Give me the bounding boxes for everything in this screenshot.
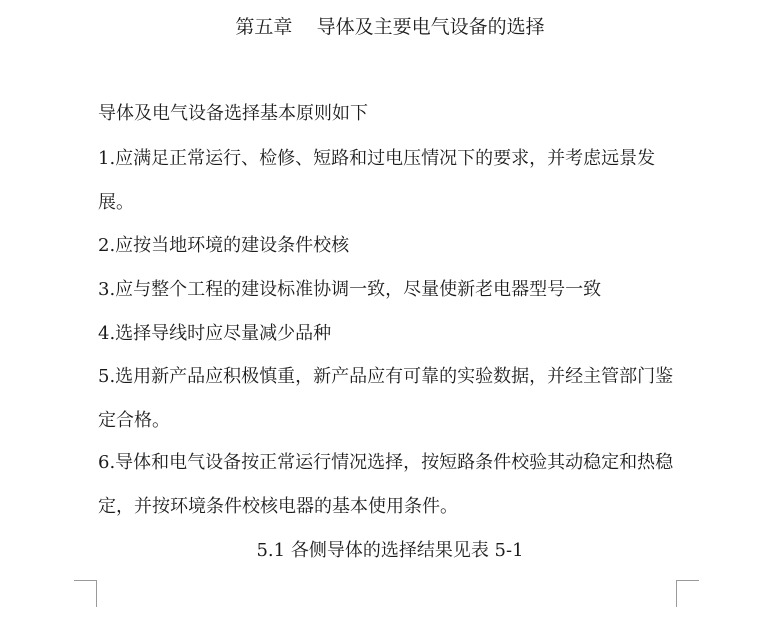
list-item: 2.应按当地环境的建设条件校核 bbox=[98, 235, 350, 256]
list-item: 1.应满足正常运行、检修、短路和过电压情况下的要求，并考虑远景发展。 bbox=[98, 148, 656, 213]
list-item: 6.导体和电气设备按正常运行情况选择，按短路条件校验其动稳定和热稳定，并按环境条件校核电器的基本使用条件。 bbox=[98, 452, 674, 517]
list-item: 3.应与整个工程的建设标准协调一致，尽量使新老电器型号一致 bbox=[98, 279, 602, 300]
page-corner-mark-right bbox=[676, 580, 699, 607]
list-item: 5.选用新产品应积极慎重，新产品应有可靠的实验数据，并经主管部门鉴定合格。 bbox=[98, 366, 674, 431]
list-item: 4.选择导线时应尽量减少品种 bbox=[98, 323, 332, 344]
chapter-title: 第五章 导体及主要电气设备的选择 bbox=[235, 16, 545, 38]
page-corner-mark-left bbox=[74, 580, 97, 607]
intro-paragraph: 导体及电气设备选择基本原则如下 bbox=[98, 103, 368, 124]
table-caption: 5.1 各侧导体的选择结果见表 5-1 bbox=[256, 540, 524, 561]
